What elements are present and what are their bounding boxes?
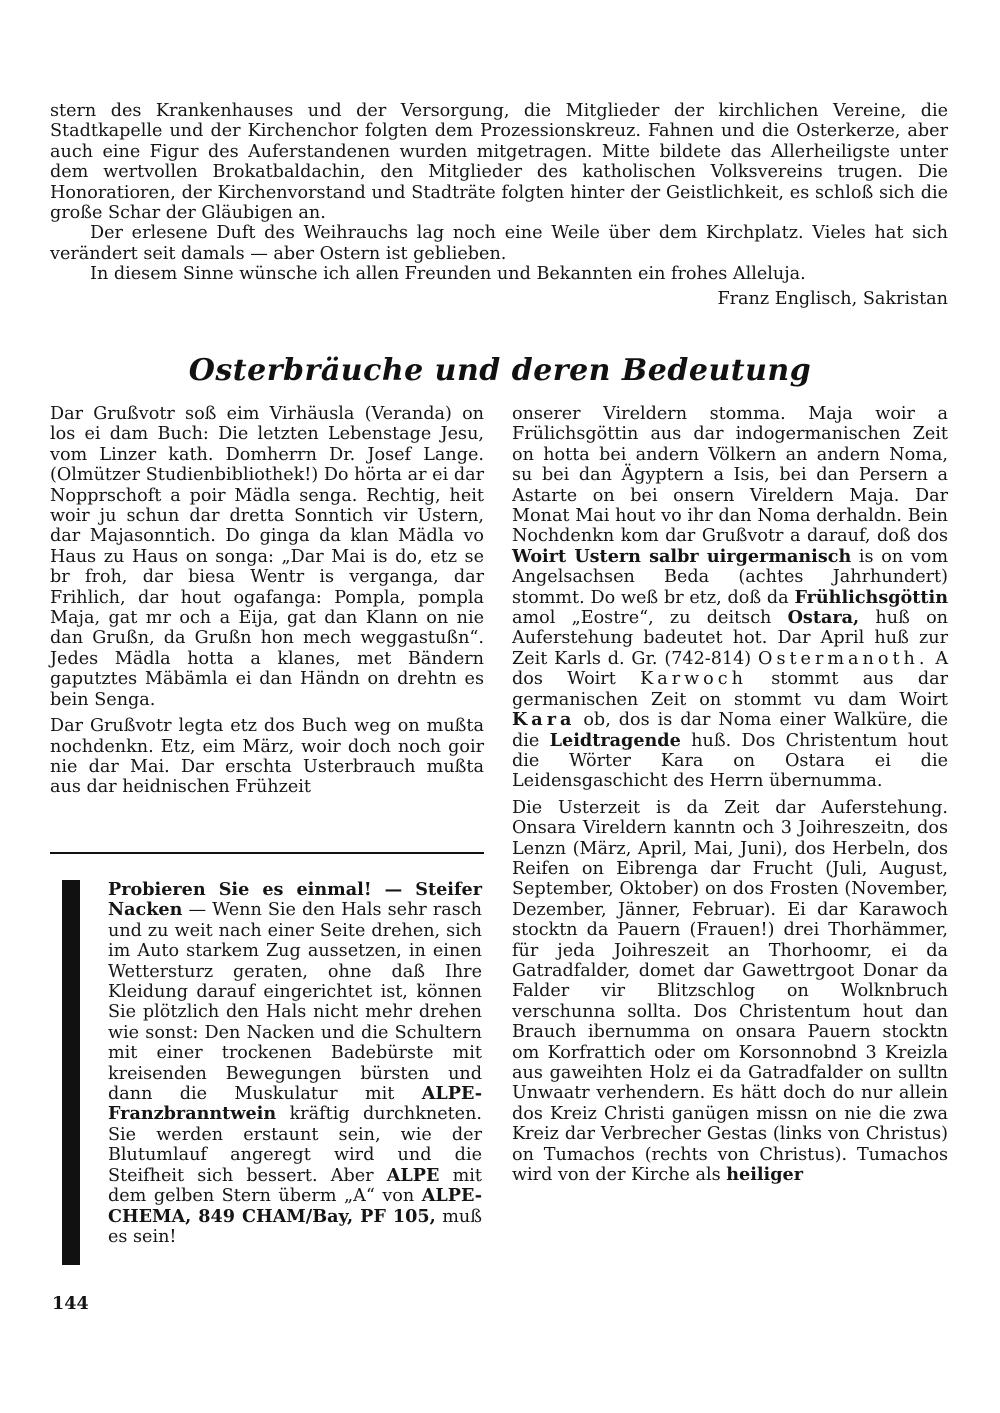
right-text-g: ob, dos is dar Noma einer Walküre, die die [512, 710, 948, 751]
ad-company: ALPE-CHEMA, 849 CHAM/Bay, PF 105, [108, 1185, 482, 1227]
ad-body-1: — Wenn Sie den Hals sehr rasch und zu weit nach einer Seite drehen, sich im Auto starkem Zug aussetzen, in einen Wettersturz geraten, ohne daß Ihre Kleidung darauf eingerichtet ist, können Sie plötzlich den Hals nicht mehr drehen wie sonst: Den Nacken und die Schultern mit einer trockenen Badebürste mit kreisenden Bewegungen bürsten und dann die Muskulatur mit [108, 900, 482, 1105]
right-text-p2: Die Usterzeit is da Zeit dar Auferstehung. Onsara Vireldern kanntn och 3 Joihreszeitn, dos Lenzn (März, April, Mai, Juni), dos Herbeln, dos Reifen on Eibrenga dar Frucht (Juli, August, September, Oktober) on dos Frosten (November, Dezember, Jänner, Februar). Ei dar Karawoch stocktn da Pauern (Frauen!) drei Thorhämmer, für jeda Joihreszeit an Thorhoomr, ei da Gatradfalder, domet dar Gawettrgoot Donar da Falder vir Blitzschlog on Wolknbruch verschunna sollta. Dos Christentum hout dan Brauch ibernumma on onsara Pauern stocktn om Korfrattich oder om Korsonnobnd 3 Kreizla aus gaweihten Holz ei da Gatradfalder on sulltn Unwaatr verhendern. Es hätt doch do nur allein dos Kreiz Christi ganügen missn on nie die zwa Kreiz dar Verbrecher Gestas (links von Christus) on Tumachos (rechts von Christus). Tumachos wird von der Kirche als [512, 797, 948, 1186]
ad-box [108, 880, 482, 1253]
right-paragraph-2 [512, 798, 948, 1186]
intro-paragraph-2: Der erlesene Duft des Weihrauchs lag noch eine Weile über dem Kirchplatz. Vieles hat sich verändert seit damals — aber Ostern ist geblieben. [50, 223, 948, 264]
right-spaced-karwoch: Karwoch [640, 669, 747, 690]
intro-paragraph-3: In diesem Sinne wünsche ich allen Freunden und Bekannten ein frohes Alleluja. [90, 264, 806, 285]
ad-text [108, 880, 482, 1247]
right-text-d: huß on Auferstehung badeutet hot. Dar April huß zur Zeit Karls d. Gr. (742-814) [512, 608, 949, 669]
ad-brand: ALPE-Franzbranntwein [108, 1083, 482, 1125]
right-bold-heiliger: heiliger [726, 1164, 804, 1186]
intro-paragraph-1: stern des Krankenhauses und der Versorgung, die Mitglieder der kirchlichen Vereine, die Stadtkapelle und der Kirchenchor folgten dem Prozessionskreuz. Fahnen und die Osterkerze, aber auch eine Figur des Auferstandenen wurden mitgetragen. Mitte bildete das Allerheiligste unter dem wertvollen Brokatbaldachin, den Mitglieder des katholischen Volksvereins trugen. Die Honoratioren, der Kirchenvorstand und Stadträte folgten hinter der Geistlichkeit, es schloß sich die große Schar der Gläubigen an. [50, 101, 948, 224]
divider-rule [50, 852, 484, 854]
right-bold-fruehlings: Frühlichsgöttin [794, 586, 949, 608]
right-text-h: huß. Dos Christentum hout die Wörter Kara on Ostara ei die Leidensgaschicht des Herrn übernumma. [512, 730, 949, 792]
right-column [512, 404, 948, 1191]
right-text-f: stommt aus dar germanischen Zeit on stommt vu dam Woirt [512, 669, 948, 710]
ad-brand-2: ALPE [386, 1164, 440, 1186]
ad-body-2: kräftig durchkneten. Sie werden erstaunt sein, wie der Blutumlauf angeregt wird und die Steifheit sich bessert. Aber [108, 1104, 483, 1186]
ad-sidebar-bar [62, 880, 80, 1265]
right-paragraph-1 [512, 404, 948, 792]
right-bold-woirt: Woirt Ustern salbr uirgermanisch [512, 545, 852, 567]
right-bold-leidtragende: Leidtragende [549, 729, 681, 751]
page-number: 144 [52, 1293, 89, 1314]
left-column [50, 404, 484, 804]
article-title: Osterbräuche und deren Bedeutung [188, 353, 812, 388]
right-text-a: onserer Vireldern stomma. Maja woir a Frülichsgöttin aus dar indogermanischen Zeit on hotta bei andern Völkern an andern Noma, su bei dan Ägyptern a Isis, bei dan Persern a Astarte on bei onsern Vireldern Maja. Dar Monat Mai hout vo ihr dan Noma derhaldn. Bein Nochdenkn kom dar Grußvotr a darauf, doß dos [512, 404, 948, 547]
right-bold-ostara: Ostara, [787, 607, 860, 629]
left-paragraph-1: Dar Grußvotr soß eim Virhäusla (Veranda) on los ei dam Buch: Die letzten Lebenstage Jesu, vom Linzer kath. Domherrn Dr. Josef Lange. (Olmützer Studienbibliothek!) Do hörta ar ei dar Nopprschoft a poir Mädla senga. Rechtig, heit woir ju schun dar dretta Sonntich vir Ustern, dar Majasonntich. Do ginga da klan Mädla vo Haus zu Haus on songa: „Dar Mai is do, etz se br froh, dar biesa Wentr is verganga, dar Frihlich, dar hout ogafanga: Pompla, pompla Maja, gat mr och a Eija, gat dan Klann on nie dan Grußn, da Grußn hon mech weggastußn“. Jedes Mädla hotta a klanes, met Bändern gaputztes Mäbämla ei dan Händn on drehtn es bein Senga. [50, 404, 484, 710]
ad-lead: Probieren Sie es einmal! — Steifer Nacken [108, 879, 482, 921]
right-text-c: amol „Eostre“, zu deitsch [512, 608, 772, 629]
signature: Franz Englisch, Sakristan [717, 288, 948, 309]
ad-body-4: muß es sein! [108, 1206, 482, 1247]
right-text-b: is on vom Angelsachsen Beda (achtes Jahrhundert) stommt. Do weß br etz, doß da [512, 546, 949, 608]
left-paragraph-2: Dar Grußvotr legta etz dos Buch weg on mußta nochdenkn. Etz, eim März, woir doch noch goir nie dar Mai. Dar erschta Usterbrauch mußta aus dar heidnischen Frühzeit [50, 716, 484, 798]
right-text-e: A dos Woirt [512, 648, 949, 690]
ad-body-3: mit dem gelben Stern überm „A“ von [108, 1165, 483, 1207]
right-bold-kara: Kara [512, 709, 576, 731]
intro-section [50, 101, 948, 309]
right-spaced-ostermanoth: Ostermanoth. [758, 648, 929, 669]
